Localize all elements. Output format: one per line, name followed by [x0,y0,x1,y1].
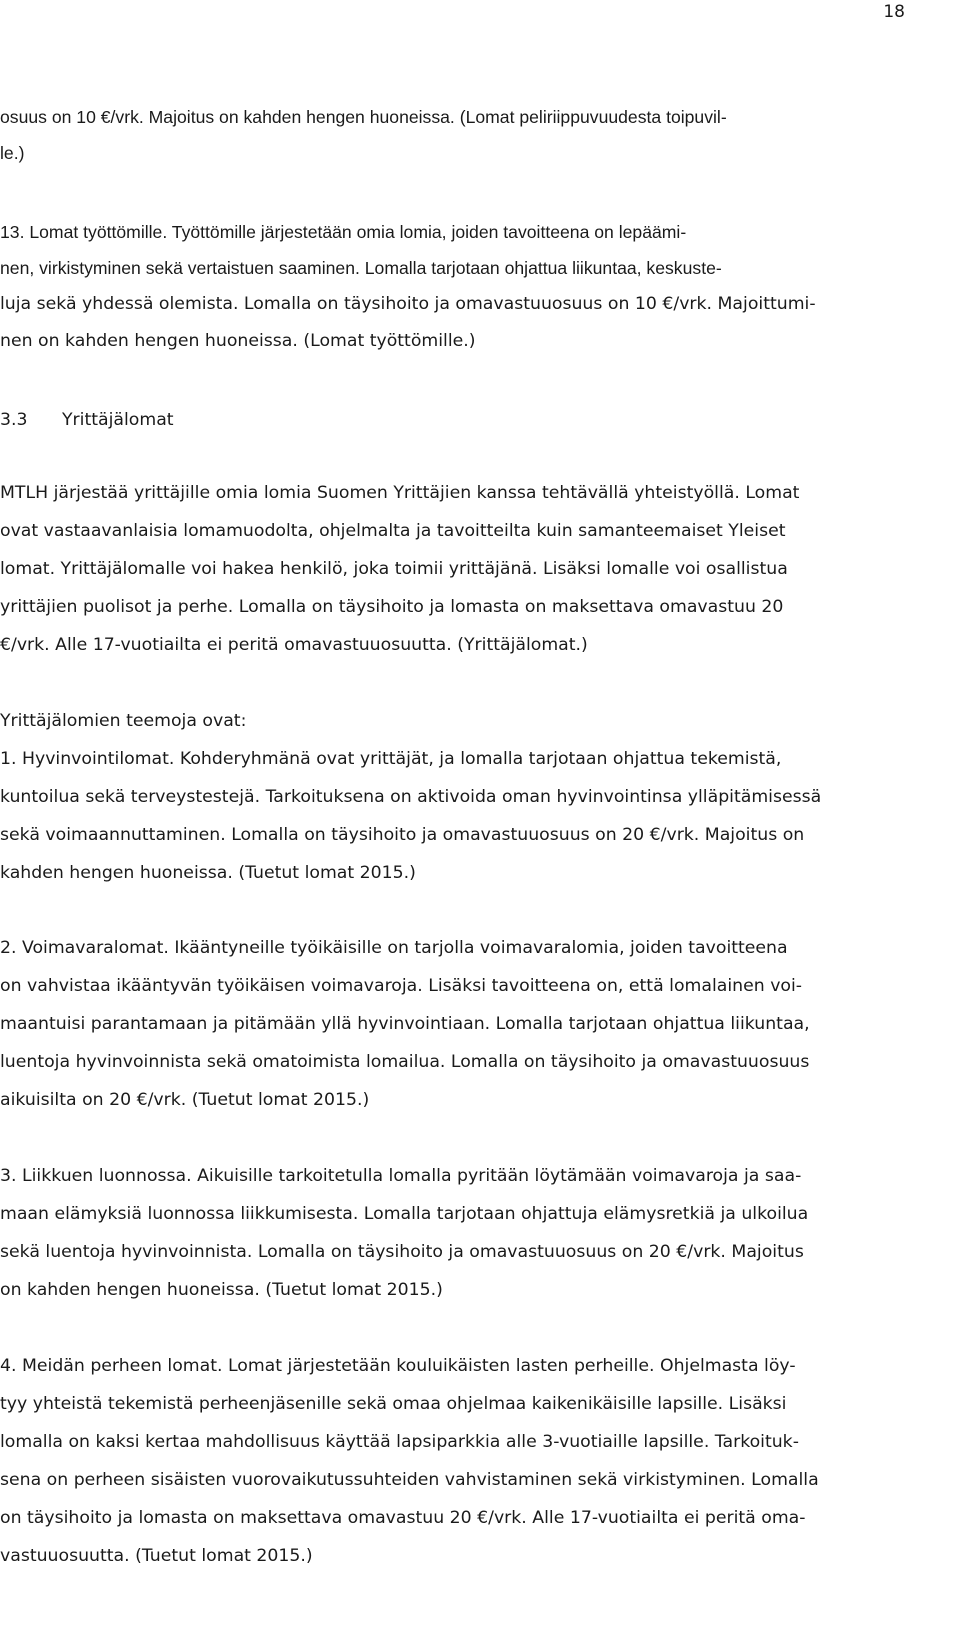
item-1-line-1: 1. Hyvinvointilomat. Kohderyhmänä ovat yrittäjät, ja lomalla tarjotaan ohjattua tekemistä, [0,749,782,769]
item-3-line-1: 3. Liikkuen luonnossa. Aikuisille tarkoitetulla lomalla pyritään löytämään voimavaroja ja saa- [0,1166,802,1186]
item-4-line-3: lomalla on kaksi kertaa mahdollisuus käyttää lapsiparkkia alle 3-vuotiaille lapsille. Tarkoituk- [0,1432,799,1452]
para-13-line-1: 13. Lomat työttömille. Työttömille järjestetään omia lomia, joiden tavoitteena on lepäämi- [0,222,687,242]
item-2-line-1: 2. Voimavaralomat. Ikääntyneille työikäisille on tarjolla voimavaralomia, joiden tavoitteena [0,938,788,958]
item-3-line-2: maan elämyksiä luonnossa liikkumisesta. Lomalla tarjotaan ohjattuja elämysretkiä ja ulkoilua [0,1204,809,1224]
para-intro-line-1: MTLH järjestää yrittäjille omia lomia Suomen Yrittäjien kanssa tehtävällä yhteistyöllä. Lomat [0,483,800,503]
item-2-line-5: aikuisilta on 20 €/vrk. (Tuetut lomat 2015.) [0,1090,370,1110]
item-4-line-2: tyy yhteistä tekemistä perheenjäsenille sekä omaa ohjelmaa kaikenikäisille lapsille. Lisäksi [0,1394,787,1414]
item-1-line-2: kuntoilua sekä terveystestejä. Tarkoituksena on aktivoida oman hyvinvointinsa ylläpitämisessä [0,787,822,807]
item-1-line-3: sekä voimaannuttaminen. Lomalla on täysihoito ja omavastuuosuus on 20 €/vrk. Majoitus on [0,825,805,845]
item-4-line-6: vastuuosuutta. (Tuetut lomat 2015.) [0,1546,313,1566]
para-13-line-4: nen on kahden hengen huoneissa. (Lomat työttömille.) [0,331,476,351]
section-title: Yrittäjälomat [62,410,174,430]
para-intro-line-4: yrittäjien puolisot ja perhe. Lomalla on täysihoito ja lomasta on maksettava omavastuu 20 [0,597,784,617]
page-number: 18 [883,2,905,22]
item-4-line-1: 4. Meidän perheen lomat. Lomat järjestetään kouluikäisten lasten perheille. Ohjelmasta löy- [0,1356,796,1376]
item-3-line-3: sekä luentoja hyvinvoinnista. Lomalla on täysihoito ja omavastuuosuus on 20 €/vrk. Majoitus [0,1242,804,1262]
para-intro-line-5: €/vrk. Alle 17-vuotiailta ei peritä omavastuuosuutta. (Yrittäjälomat.) [0,635,588,655]
item-4-line-4: sena on perheen sisäisten vuorovaikutussuhteiden vahvistaminen sekä virkistyminen. Lomalla [0,1470,819,1490]
item-2-line-2: on vahvistaa ikääntyvän työikäisen voimavaroja. Lisäksi tavoitteena on, että lomalainen voi- [0,976,803,996]
para-intro-line-2: ovat vastaavanlaisia lomamuodolta, ohjelmalta ja tavoitteilta kuin samanteemaiset Yleiset [0,521,786,541]
para-top-line-1: osuus on 10 €/vrk. Majoitus on kahden hengen huoneissa. (Lomat peliriippuvuudesta toipuvil- [0,107,727,127]
section-heading [0,410,174,430]
item-4-line-5: on täysihoito ja lomasta on maksettava omavastuu 20 €/vrk. Alle 17-vuotiailta ei peritä oma- [0,1508,806,1528]
para-intro-line-3: lomat. Yrittäjälomalle voi hakea henkilö, joka toimii yrittäjänä. Lisäksi lomalle voi osallistua [0,559,788,579]
section-number: 3.3 [0,410,28,430]
item-2-line-4: luentoja hyvinvoinnista sekä omatoimista lomailua. Lomalla on täysihoito ja omavastuuosuus [0,1052,810,1072]
para-13-line-2: nen, virkistyminen sekä vertaistuen saaminen. Lomalla tarjotaan ohjattua liikuntaa, keskuste- [0,258,722,278]
item-3-line-4: on kahden hengen huoneissa. (Tuetut lomat 2015.) [0,1280,443,1300]
item-1-line-4: kahden hengen huoneissa. (Tuetut lomat 2015.) [0,863,416,883]
para-13-line-3: luja sekä yhdessä olemista. Lomalla on täysihoito ja omavastuuosuus on 10 €/vrk. Majoittumi- [0,294,816,314]
item-2-line-3: maantuisi parantamaan ja pitämään yllä hyvinvointiaan. Lomalla tarjotaan ohjattua liikuntaa, [0,1014,810,1034]
para-top-line-2: le.) [0,143,25,163]
themes-heading: Yrittäjälomien teemoja ovat: [0,711,247,731]
